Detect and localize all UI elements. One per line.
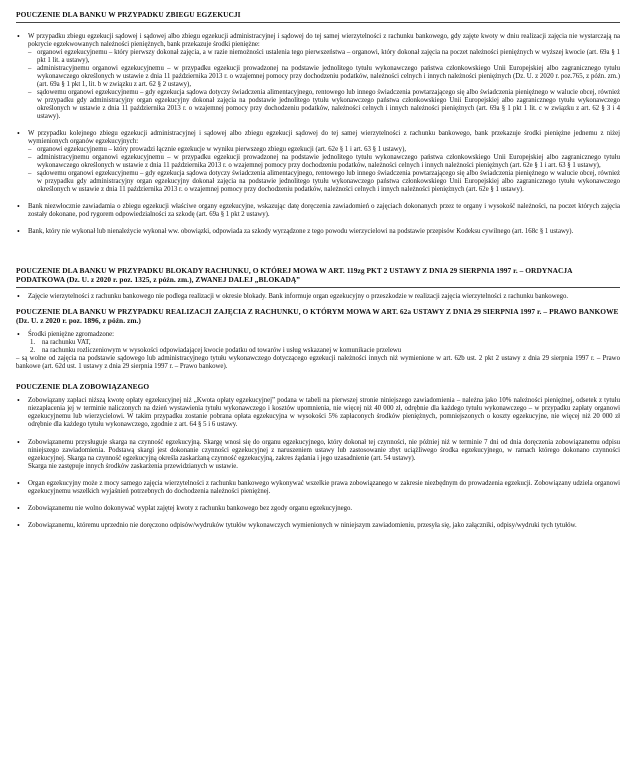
bullet-icon: •: [17, 478, 20, 488]
bullet-icon: •: [17, 31, 20, 41]
paragraph-bank-notification: • Bank niezwłocznie zawiadamia o zbiegu egzekucji właściwe organy egzekucyjne, wskazując datę doręczenia zawiadomień o zajęciach dokonanych przez te organy i wysokość należności, na poczet których zajęcia zostały dokonane, pod rygorem odpowiedzialności za szkodę (art. 69a § 1 pkt 2 ustawy).: [17, 202, 620, 219]
paragraph-complaint: • Zobowiązanemu przysługuje skarga na czynność egzekucyjną. Skargę wnosi się do organu egzekucyjnego, który dokonał tej czynności, nie później niż w terminie 7 dni od dnia doręczenia zobowiązanemu odpisu niniejszego zawiadomienia. Podstawą skargi jest dokonanie czynności egzekucyjnej z naruszeniem ustawy lub zastosowanie zbyt uciążliwego środka egzekucyjnego, w ramach którego dokonano czynności egzekucyjnej. Skarga na czynność egzekucyjną określa zaskarżaną czynność egzekucyjną, zakres żądania i jego uzasadnienie (art. 54 ustawy). Skarga nie zastępuje innych środków zaskarżenia przewidzianych w ustawie.: [17, 437, 620, 470]
dash-icon: –: [28, 48, 32, 56]
section-heading-blockade: POUCZENIE DLA BANKU W PRZYPADKU BLOKADY RACHUNKU, O KTÓREJ MOWA W ART. 119zg PKT 2 USTAWY Z DNIA 29 SIERPNIA 1997 r. – ORDYNACJA PODATKOWA (Dz. U. z 2020 r. poz. 1325, z późn. zm.), ZWANEJ DALEJ „BLOKADĄ”: [16, 266, 620, 288]
document-page: [16, 0, 620, 530]
bullet-icon: •: [17, 503, 20, 513]
bullet-icon: •: [17, 396, 20, 406]
dash-icon: –: [28, 88, 32, 96]
bullet-icon: •: [17, 202, 20, 212]
list-item: – administracyjnemu organowi egzekucyjnemu – w przypadku egzekucji prowadzonej na podstawie jednolitego tytułu wykonawczego państwa członkowskiego Unii Europejskiej albo zagranicznego tytułu wykonawczego określonych w ustawie z dnia 11 października 2013 r. o wzajemnej pomocy przy dochodzeniu podatków, należności celnych i innych należności pieniężnych (art. 62e § 1 i art. 63 § 1 ustawy),: [28, 154, 620, 170]
section-heading-concurrence: POUCZENIE DLA BANKU W PRZYPADKU ZBIEGU EGZEKUCJI: [16, 10, 620, 23]
paragraph-blockade: • Zajęcie wierzytelności z rachunku bankowego nie podlega realizacji w okresie blokady. Bank informuje organ egzekucyjny o przeszkodzie w realizacji zajęcia wierzytelności z rachunku bankowego.: [17, 291, 569, 301]
bullet-icon: •: [17, 437, 20, 447]
paragraph-attachments: • Zobowiązanemu, któremu uprzednio nie doręczono odpisów/wydruków tytułów wykonawczych wymienionych w niniejszym zawiadomieniu, przesyła się, jako załączniki, odpisy/wydruki tych tytułów.: [17, 520, 577, 530]
paragraph-bank-liability: • Bank, który nie wykonał lub nienależycie wykonał ww. obowiązki, odpowiada za szkody wyrządzone z tego powodu wierzycielowi na podstawie przepisów Kodeksu cywilnego (art. 168c § 1 ustawy).: [17, 227, 574, 237]
paragraph-withdrawal-ban: • Zobowiązanemu nie wolno dokonywać wypłat zajętej kwoty z rachunku bankowego bez zgody organu egzekucyjnego.: [17, 503, 353, 513]
bullet-icon: •: [17, 227, 20, 237]
list-item: – organowi egzekucyjnemu – który pierwszy dokonał zajęcia, a w razie niemożności ustalenia tego pierwszeństwa – organowi, który dokonał zajęcia na poczet należności pieniężnych w wyższej kwocie (art. 69a § 1 pkt 1 lit. a ustawy),: [28, 48, 620, 64]
paragraph-organ-rights: • Organ egzekucyjny może z mocy samego zajęcia wierzytelności z rachunku bankowego wykonywać wszelkie prawa zobowiązanego w zakresie niezbędnym do prowadzenia egzekucji. Zobowiązany udziela organowi egzekucyjnemu wszelkich wyjaśnień potrzebnych do dochodzenia należności pieniężnej.: [17, 478, 620, 495]
paragraph-intro: W przypadku kolejnego zbiegu egzekucji administracyjnej i sądowej albo zbiegu egzekucji sądowej do tej samej wierzytelności z rachunku bankowego, bank przekazuje środki pieniężne jednemu z niżej wymienionych organów egzekucyjnych:: [28, 130, 620, 146]
bullet-icon: •: [17, 291, 20, 301]
list-item: 2. na rachunku rozliczeniowym w wysokości odpowiadającej kwocie podatku od towarów i usług wskazanej w komunikacie przelewu: [30, 346, 402, 354]
paragraph-intro: W przypadku zbiegu egzekucji sądowej i sądowej albo zbiegu egzekucji administracyjnej i sądowej do tej samej wierzytelności z rachunku bankowego, gdy zajęte kwoty w dniu realizacji zajęcia nie wystarczają na pokrycie egzekwowanych należności pieniężnych, bank przekazuje środki pieniężne:: [28, 32, 620, 48]
list-item: – sądowemu organowi egzekucyjnemu – gdy egzekucja sądowa dotyczy świadczenia alimentacyjnego, rentowego lub innego świadczenia powtarzającego się albo świadczenia pieniężnego w walucie obcej, również w przypadku gdy administracyjny organ egzekucyjny dokonał zajęcia na podstawie jednolitego tytułu wykonawczego państwa członkowskiego Unii Europejskiej albo zagranicznego tytułu wykonawczego określonych w ustawie z dnia 11 października 2013 r. o wzajemnej pomocy przy dochodzeniu podatków, należności celnych i innych należności pieniężnych (art. 62e § 1 ustawy).: [28, 170, 620, 194]
paragraph-vat-account: • Środki pieniężne zgromadzone: 1. na rachunku VAT, 2. na rachunku rozliczeniowym w wysokości odpowiadającej kwocie podatku od towarów i usług wskazanej w komunikacie przelewu – są wolne od zajęcia na podstawie sądowego lub administracyjnego tytułu wykonawczego dotyczącego egzekucji należności innych niż wymienione w art. 62b ust. 2 pkt 2 ustawy z dnia 29 sierpnia 1997 r. – Prawo bankowe (art. 62d ust. 1 ustawy z dnia 29 sierpnia 1997 r. – Prawo bankowe).: [16, 329, 620, 370]
dash-icon: –: [28, 64, 32, 72]
bullet-icon: •: [17, 520, 20, 530]
dash-icon: –: [28, 146, 32, 154]
dash-icon: –: [28, 154, 32, 162]
list-item: – organowi egzekucyjnemu – który prowadzi łącznie egzekucje w wyniku pierwszego zbiegu egzekucji (art. 62e § 1 i art. 63 § 1 ustawy),: [28, 146, 407, 154]
section-heading-obligor: POUCZENIE DLA ZOBOWIĄZANEGO: [16, 381, 150, 391]
paragraph-subsequent-concurrence: [16, 130, 620, 194]
paragraph-enforcement-fee: • Zobowiązany zapłaci niższą kwotę opłaty egzekucyjnej niż „Kwota opłaty egzekucyjnej” podana w tabeli na pierwszej stronie niniejszego zawiadomienia – należna jako 10% należności pieniężnej, odsetek z tytułu niezapłacenia jej w terminie naliczonych na dzień wystawienia tytułu wykonawczego i kosztów upomnienia, nie więcej niż 40 000 zł, odrębnie dla każdego tytułu wykonawczego – w przypadku zapłaty organowi egzekucyjnemu lub wierzycielowi. W takim przypadku zostanie pobrana opłata egzekucyjna w wysokości 5% zapłaconych środków pieniężnych, pomniejszonych o koszty egzekucyjne, nie więcej niż 20 000 zł odrębnie dla każdego tytułu wykonawczego, zgodnie z art. 64 § 5 i 6 ustawy.: [17, 396, 620, 429]
list-item: – administracyjnemu organowi egzekucyjnemu – w przypadku egzekucji prowadzonej na podstawie jednolitego tytułu wykonawczego państwa członkowskiego Unii Europejskiej albo zagranicznego tytułu wykonawczego określonych w ustawie z dnia 11 października 2013 r. o wzajemnej pomocy przy dochodzeniu podatków, należności celnych i innych należności pieniężnych (Dz. U. z 2020 r. poz.765, z późn. zm.) (art. 69a § 1 pkt 1, lit. b w związku z art. 62 § 2 ustawy),: [28, 64, 620, 88]
bullet-icon: •: [17, 129, 20, 139]
section-heading-vat-account: POUCZENIE DLA BANKU W PRZYPADKU REALIZACJI ZAJĘCIA Z RACHUNKU, O KTÓRYM MOWA W ART. 62a USTAWY Z DNIA 29 SIERPNIA 1997 r. – PRAWO BANKOWE (Dz. U. z 2020 r. poz. 1896, z późn. zm.): [16, 306, 619, 326]
paragraph-first-concurrence: [16, 33, 620, 122]
list-item: – sądowemu organowi egzekucyjnemu – gdy egzekucja sądowa dotyczy świadczenia alimentacyjnego, rentowego lub innego świadczenia powtarzającego się albo świadczenia pieniężnego w walucie obcej, również w przypadku gdy administracyjny organ egzekucyjny dokonał zajęcia na podstawie jednolitego tytułu wykonawczego państwa członkowskiego Unii Europejskiej albo zagranicznego tytułu wykonawczego określonych w ustawie z dnia 11 października 2013 r. o wzajemnej pomocy przy dochodzeniu podatków, należności celnych i innych należności pieniężnych (art. 69a § 1 pkt 1 lit. c w związku z art. 62 § 3 i 4 ustawy).: [28, 88, 620, 120]
bullet-icon: •: [17, 329, 20, 339]
list-item: 1. na rachunku VAT,: [30, 338, 91, 346]
dash-icon: –: [28, 170, 32, 178]
